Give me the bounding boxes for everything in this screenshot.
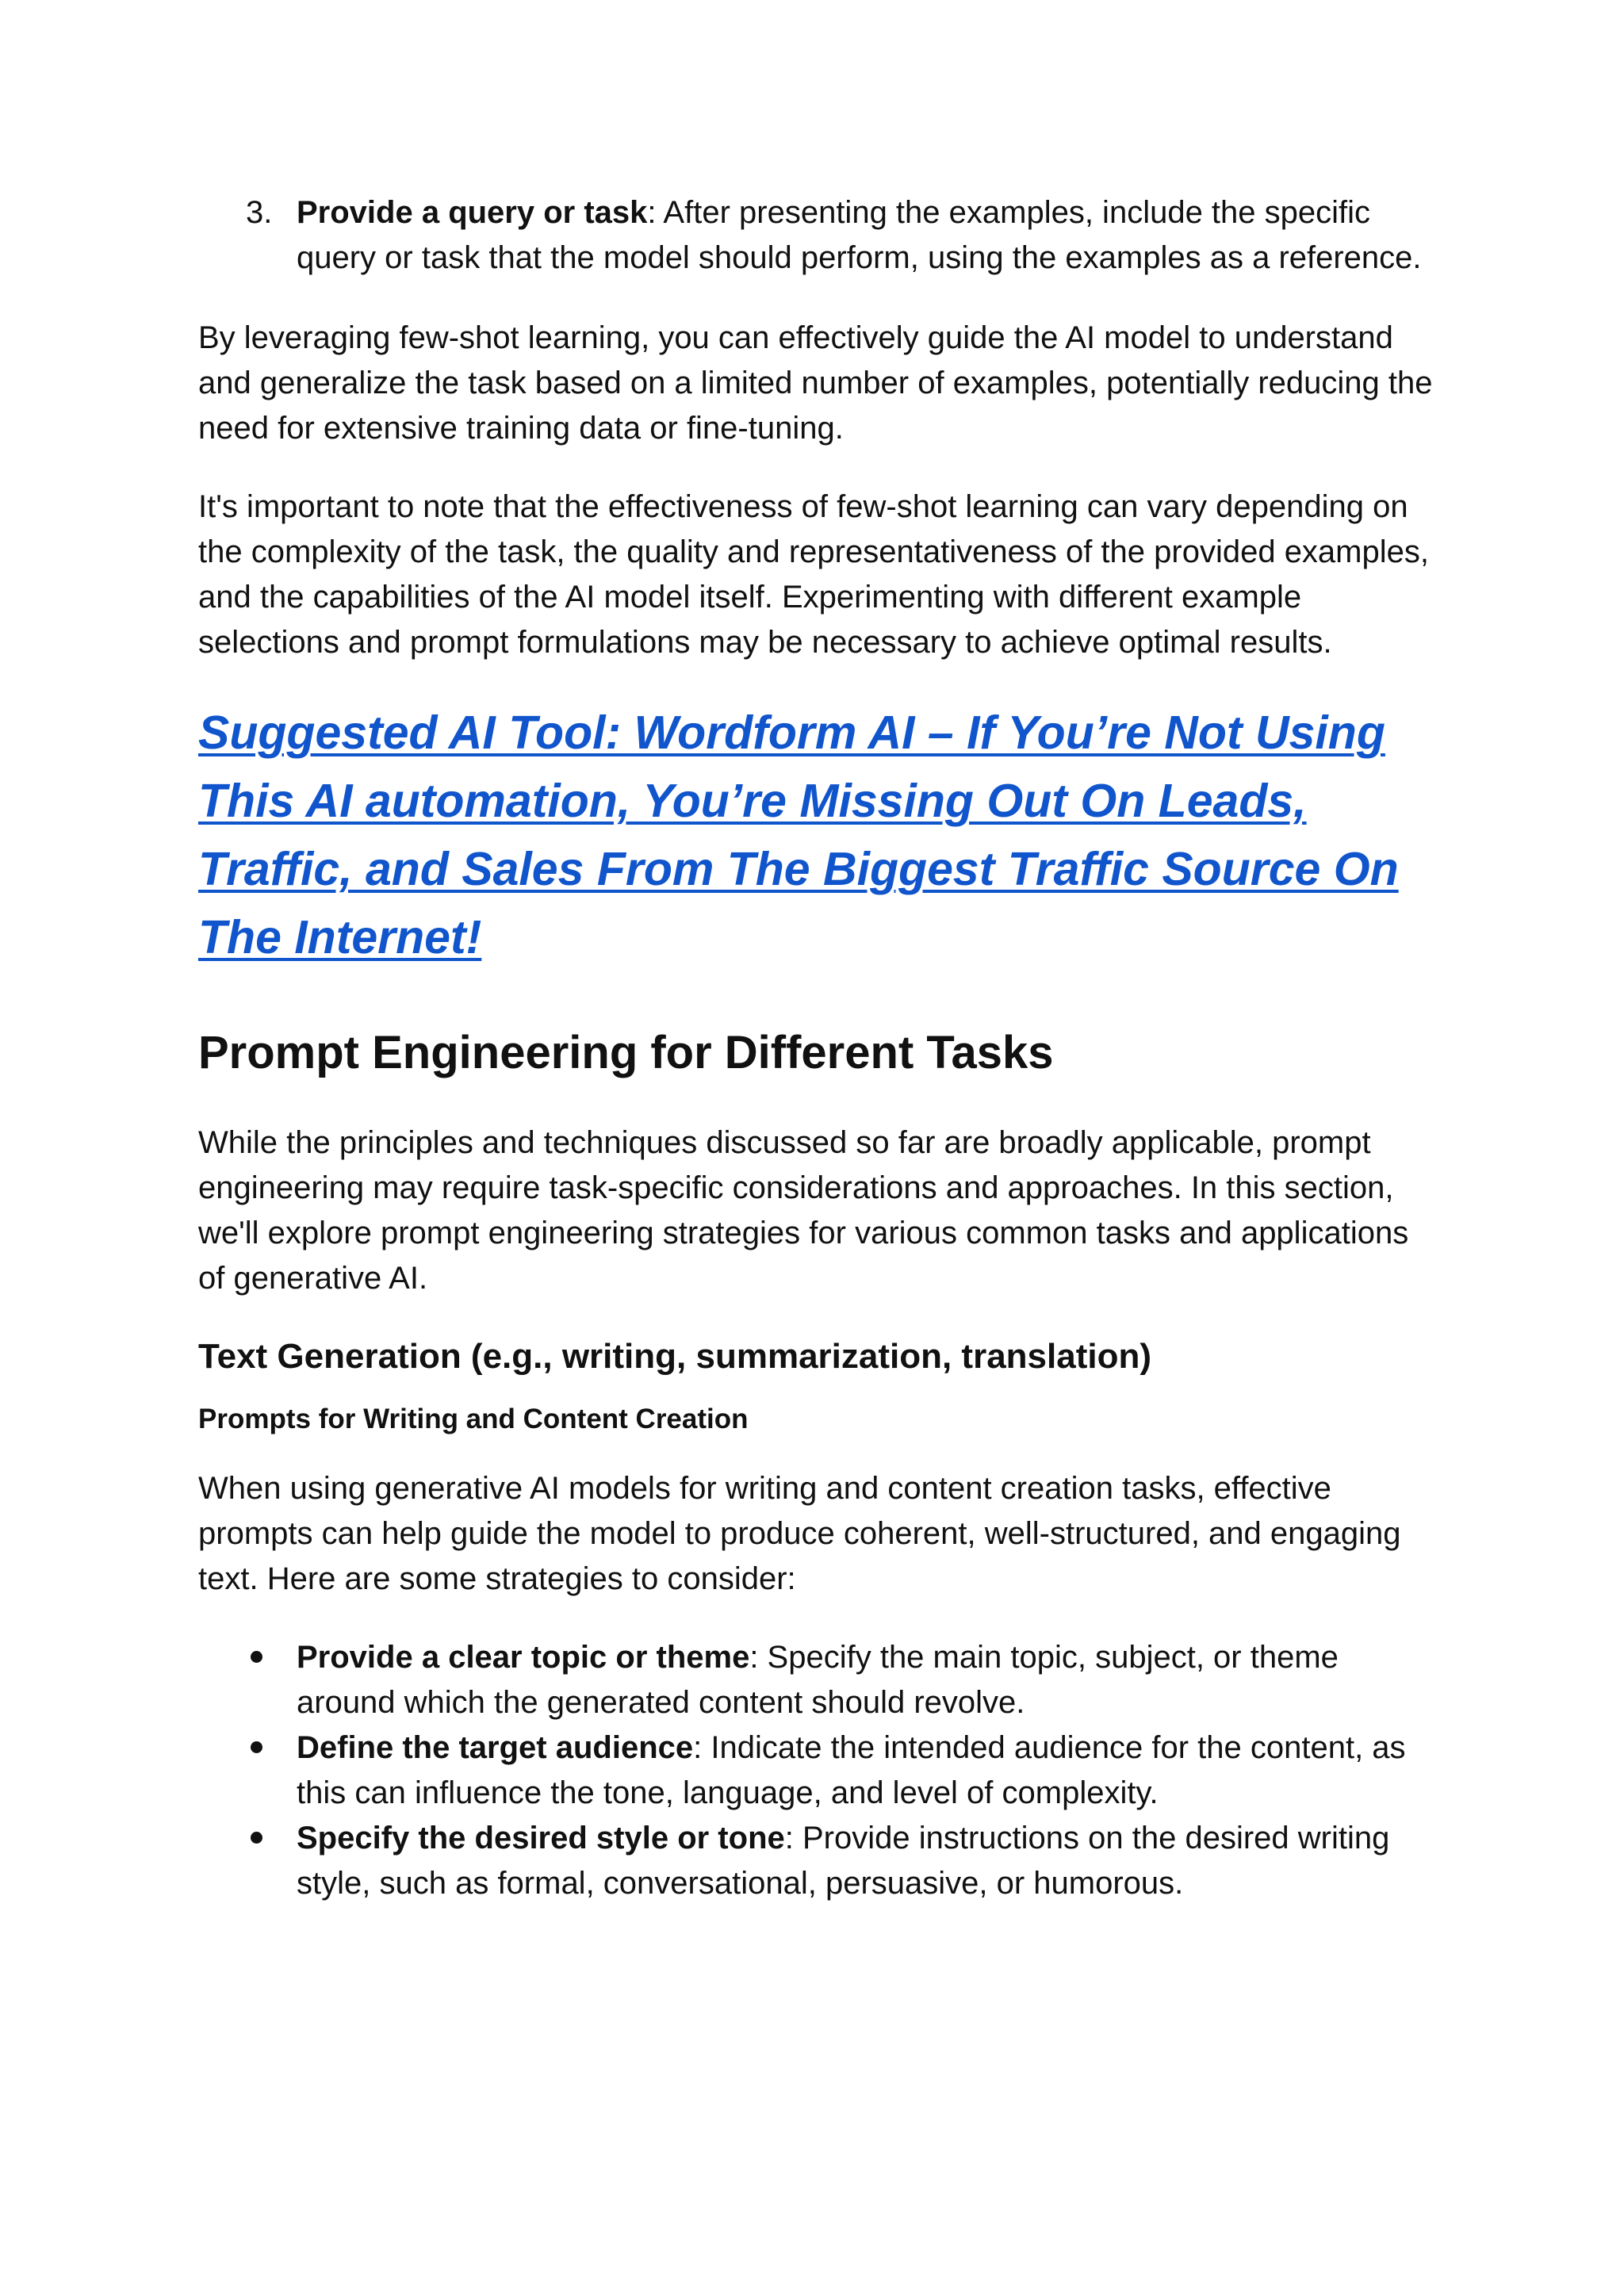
bullet-rest: : Provide instructions on the desired writing style, such as formal, conversational, persuasive, or humorous.: [297, 1821, 1390, 1901]
section-intro: While the principles and techniques discussed so far are broadly applicable, prompt engineering may require task-specific considerations and approaches. In this section, we'll explore prompt engineering strategies for various common tasks and applications of generative AI.: [198, 1125, 1409, 1296]
bullet-text: [297, 1635, 1443, 1725]
bullet-bold: Provide a clear topic or theme: [297, 1640, 750, 1675]
bullet-bold: Specify the desired style or tone: [297, 1821, 785, 1855]
list-item-text: [297, 190, 1443, 281]
subsub-intro: When using generative AI models for writing and content creation tasks, effective prompts can help guide the model to produce coherent, well-structured, and engaging text. Here are some strategies to consider:: [198, 1471, 1401, 1596]
subheading-text-generation: Text Generation (e.g., writing, summarization, translation): [198, 1337, 1152, 1376]
bullet-rest: : Indicate the intended audience for the content, as this can influence the tone, language, and level of complexity.: [297, 1730, 1406, 1810]
list-item: [246, 1725, 1443, 1816]
document-page: [198, 190, 1443, 1906]
bullet-text: [297, 1725, 1443, 1816]
list-item-bold: Provide a query or task: [297, 195, 648, 230]
numbered-list-item: [246, 190, 1443, 281]
bullet-icon: [246, 1816, 297, 1906]
list-item-rest: : After presenting the examples, include the specific query or task that the model should perform, using the examples as a reference.: [297, 195, 1422, 275]
bullet-list: [246, 1635, 1443, 1906]
section-title: Prompt Engineering for Different Tasks: [198, 1027, 1054, 1078]
suggested-tool-link[interactable]: Suggested AI Tool: Wordform AI – If You’re Not Using This AI automation, You’re Missing Out On Leads, Traffic, and Sales From The Biggest Traffic Source On The Internet!: [198, 707, 1399, 963]
bullet-icon: [246, 1635, 297, 1725]
bullet-text: [297, 1816, 1443, 1906]
list-item: [246, 1635, 1443, 1725]
paragraph-few-shot-benefit: By leveraging few-shot learning, you can effectively guide the AI model to understand and generalize the task based on a limited number of examples, potentially reducing the need for extensive training data or fine-tuning.: [198, 320, 1433, 446]
bullet-icon: [246, 1725, 297, 1816]
paragraph-few-shot-note: It's important to note that the effectiveness of few-shot learning can vary depending on the complexity of the task, the quality and representativeness of the provided examples, and the capabilities of the AI model itself. Experimenting with different example selections and prompt formulations may be necessary to achieve optimal results.: [198, 489, 1429, 660]
bullet-bold: Define the target audience: [297, 1730, 694, 1765]
subsubheading-writing-prompts: Prompts for Writing and Content Creation: [198, 1404, 749, 1434]
list-item: [246, 1816, 1443, 1906]
list-number: 3.: [246, 195, 273, 230]
bullet-rest: : Specify the main topic, subject, or theme around which the generated content should revolve.: [297, 1640, 1339, 1720]
